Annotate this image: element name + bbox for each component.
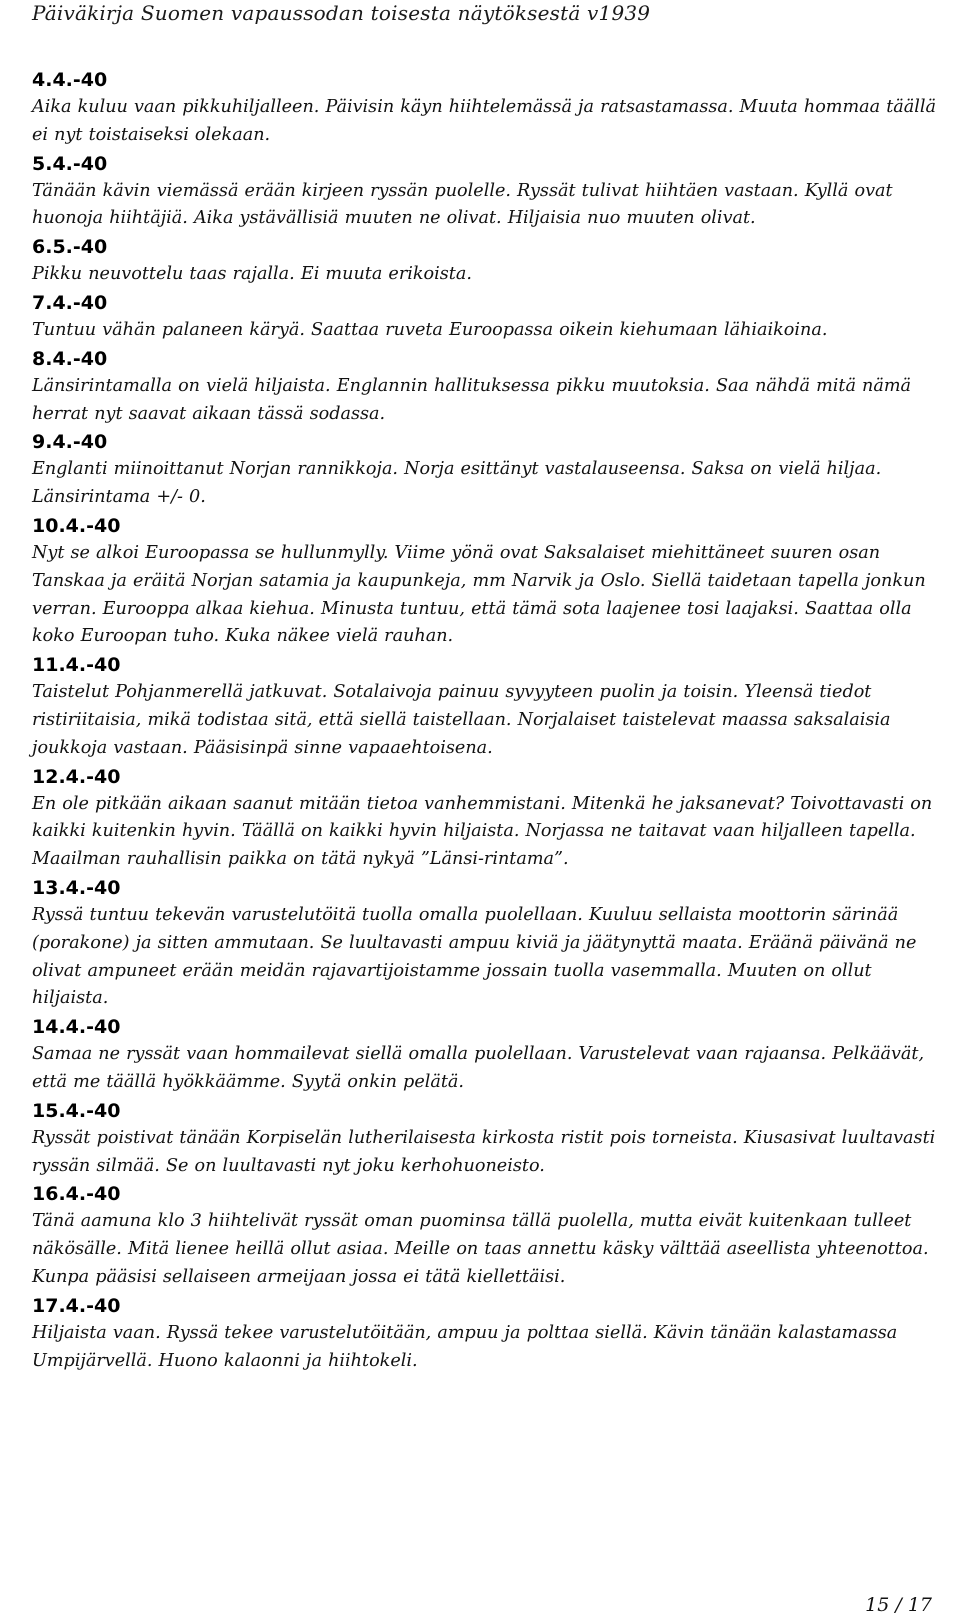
entry-text: Samaa ne ryssät vaan hommailevat siellä omalla puolellaan. Varustelevat vaan rajaansa. Pelkäävät, että me täällä hyökkäämme. Syytä onkin pelätä.	[32, 1044, 925, 1092]
entry-date: 17.4.-40	[32, 1294, 121, 1317]
diary-entry	[32, 66, 942, 150]
entry-text: Aika kuluu vaan pikkuhiljalleen. Päivisin käyn hiihtelemässä ja ratsastamassa. Muuta hommaa täällä ei nyt toistaiseksi olekaan.	[32, 97, 937, 145]
entry-text: Tänä aamuna klo 3 hiihtelivät ryssät oman puominsa tällä puolella, mutta eivät kuitenkaan tulleet näkösälle. Mitä lienee heillä ollut asiaa. Meille on taas annettu käsky välttää aseellista yhteenottoa. Kunpa pääsisi sellaiseen armeijaan jossa ei tätä kiellettäisi.	[32, 1211, 929, 1287]
document-header: Päiväkirja Suomen vapaussodan toisesta näytöksestä v1939	[32, 1, 651, 25]
entry-text: En ole pitkään aikaan saanut mitään tietoa vanhemmistani. Mitenkä he jaksanevat? Toivottavasti on kaikki kuitenkin hyvin. Täällä on kaikki hyvin hiljaista. Norjassa ne taitavat vaan hiljalleen tapella. Maailman rauhallisin paikka on tätä nykyä ”Länsi-rintama”.	[32, 793, 933, 870]
entry-date: 4.4.-40	[32, 69, 108, 91]
diary-entry	[32, 874, 942, 1013]
diary-entry	[32, 233, 942, 289]
diary-entry	[32, 1013, 942, 1097]
diary-entry	[32, 1292, 942, 1376]
entry-text: Ryssä tuntuu tekevän varustelutöitä tuolla omalla puolellaan. Kuuluu sellaista moottorin särinää (porakone) ja sitten ammutaan. Se luultavasti ampuu kiviä ja jäätynyttä maata. Eräänä päivänä ne olivat ampuneet erään meidän rajavartijoistamme jossain tuolla vasemmalla. Muuten on ollut hiljaista.	[32, 904, 917, 1009]
diary-entry	[32, 651, 942, 762]
diary-entry	[32, 1180, 942, 1291]
entry-date: 16.4.-40	[32, 1183, 121, 1206]
diary-entry	[32, 763, 942, 874]
entry-date: 9.4.-40	[32, 431, 108, 454]
entry-text: Ryssät poistivat tänään Korpiselän lutherilaisesta kirkosta ristit pois torneista. Kiusasivat luultavasti ryssän silmää. Se on luultavasti nyt joku kerhohuoneisto.	[32, 1127, 936, 1176]
entry-text: Taistelut Pohjanmerellä jatkuvat. Sotalaivoja painuu syvyyteen puolin ja toisin. Yleensä tiedot ristiriitaisia, mikä todistaa sitä, että siellä taistellaan. Norjalaiset taistelevat maassa saksalaisia joukkoja vastaan. Pääsisinpä sinne vapaaehtoisena.	[32, 682, 891, 758]
entry-date: 15.4.-40	[32, 1099, 121, 1122]
entry-text: Pikku neuvottelu taas rajalla. Ei muuta erikoista.	[32, 264, 472, 285]
entry-date: 5.4.-40	[32, 152, 108, 175]
diary-entries	[32, 66, 942, 1375]
entry-date: 11.4.-40	[32, 654, 121, 677]
entry-date: 10.4.-40	[32, 514, 121, 537]
diary-entry	[32, 345, 942, 429]
diary-entry	[32, 289, 942, 345]
entry-text: Englanti miinoittanut Norjan rannikkoja. Norja esittänyt vastalauseensa. Saksa on vielä hiljaa. Länsirintama +/- 0.	[32, 459, 882, 508]
entry-date: 14.4.-40	[32, 1016, 121, 1039]
entry-text: Nyt se alkoi Euroopassa se hullunmylly. Viime yönä ovat Saksalaiset miehittäneet suuren osan Tanskaa ja eräitä Norjan satamia ja kaupunkeja, mm Narvik ja Oslo. Siellä taidetaan tapella jonkun verran. Eurooppa alkaa kiehua. Minusta tuntuu, että tämä sota laajenee tosi laajaksi. Saattaa olla koko Euroopan tuho. Kuka näkee vielä rauhan.	[32, 542, 926, 647]
entry-date: 12.4.-40	[32, 765, 121, 788]
page-number: 15 / 17	[865, 1594, 932, 1616]
entry-text: Tänään kävin viemässä erään kirjeen ryssän puolelle. Ryssät tulivat hiihtäen vastaan. Kyllä ovat huonoja hiihtäjiä. Aika ystävällisiä muuten ne olivat. Hiljaisia nuo muuten olivat.	[32, 180, 893, 229]
entry-date: 8.4.-40	[32, 347, 108, 370]
entry-date: 13.4.-40	[32, 876, 121, 899]
diary-entry	[32, 150, 942, 234]
entry-text: Länsirintamalla on vielä hiljaista. Englannin hallituksessa pikku muutoksia. Saa nähdä mitä nämä herrat nyt saavat aikaan tässä sodassa.	[32, 375, 912, 424]
diary-entry	[32, 428, 942, 512]
diary-entry	[32, 512, 942, 651]
entry-text: Hiljaista vaan. Ryssä tekee varustelutöitään, ampuu ja polttaa siellä. Kävin tänään kalastamassa Umpijärvellä. Huono kalaonni ja hiihtokeli.	[32, 1322, 898, 1371]
entry-date: 6.5.-40	[32, 236, 108, 259]
entry-text: Tuntuu vähän palaneen käryä. Saattaa ruveta Euroopassa oikein kiehumaan lähiaikoina.	[32, 319, 828, 340]
entry-date: 7.4.-40	[32, 291, 108, 314]
diary-entry	[32, 1097, 942, 1181]
